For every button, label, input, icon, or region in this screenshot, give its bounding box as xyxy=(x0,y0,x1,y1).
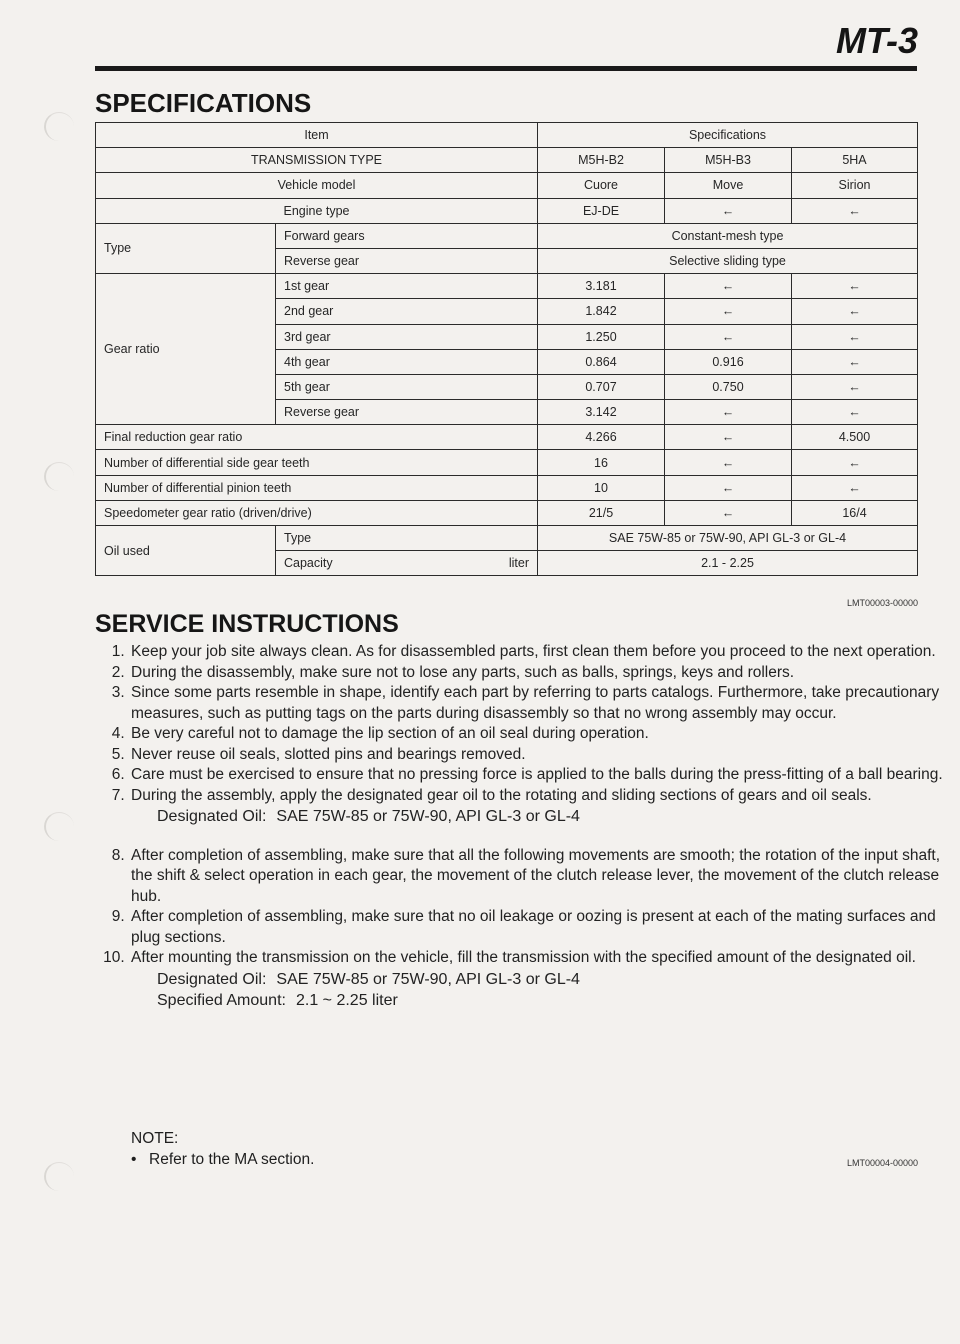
table-row xyxy=(96,198,918,223)
table-header-row xyxy=(96,123,918,148)
row-label: 5th gear xyxy=(276,374,538,399)
designated-oil xyxy=(157,970,957,991)
service-steps xyxy=(95,642,957,1012)
specified-amount-value: 2.1 ~ 2.25 liter xyxy=(295,992,398,1009)
table-row xyxy=(96,526,918,551)
cell: M5H-B2 xyxy=(538,148,665,173)
cell: Selective sliding type xyxy=(538,248,918,273)
table-row xyxy=(96,223,918,248)
cell: ← xyxy=(665,198,792,223)
note-item xyxy=(131,1149,314,1170)
row-label xyxy=(276,551,538,576)
row-label: TRANSMISSION TYPE xyxy=(96,148,538,173)
row-label: Reverse gear xyxy=(276,400,538,425)
row-label: Number of differential side gear teeth xyxy=(96,450,538,475)
cell: EJ-DE xyxy=(538,198,665,223)
list-item: 9. After completion of assembling, make sure that no oil leakage or oozing is present at each of the mating surfaces and plug sections. xyxy=(129,907,957,948)
row-label: 2nd gear xyxy=(276,299,538,324)
table-row xyxy=(96,148,918,173)
cell: 16 xyxy=(538,450,665,475)
designated-oil-value: SAE 75W-85 or 75W-90, API GL-3 or GL-4 xyxy=(276,808,580,825)
cell: 21/5 xyxy=(538,500,665,525)
row-label: Number of differential pinion teeth xyxy=(96,475,538,500)
header-specifications: Specifications xyxy=(538,123,918,148)
specifications-title: SPECIFICATIONS xyxy=(95,88,312,118)
cell: 0.750 xyxy=(665,374,792,399)
specifications-table xyxy=(95,122,918,576)
cell: ← xyxy=(792,400,918,425)
cell: ← xyxy=(665,299,792,324)
page-number: MT-3 xyxy=(835,20,918,61)
cell: ← xyxy=(792,374,918,399)
list-item: 2. During the disassembly, make sure not to lose any parts, such as balls, springs, keys and rollers. xyxy=(129,663,957,684)
cell: 10 xyxy=(538,475,665,500)
cell: ← xyxy=(792,450,918,475)
cell: 0.707 xyxy=(538,374,665,399)
list-item: 3. Since some parts resemble in shape, identify each part by referring to parts catalogs. Furthermore, take precautionary measures, such as putting tags on the parts during disassembly so that no wrong assembly may occur. xyxy=(129,683,957,724)
binder-hole xyxy=(44,1162,74,1191)
binder-hole xyxy=(44,112,74,141)
cell: Sirion xyxy=(792,173,918,198)
row-label: Vehicle model xyxy=(96,173,538,198)
cell: ← xyxy=(665,425,792,450)
service-instructions-title: SERVICE INSTRUCTIONS xyxy=(95,610,399,638)
figure-code: LMT00003-00000 xyxy=(846,598,918,608)
capacity-label: Capacity xyxy=(284,556,333,571)
cell: Move xyxy=(665,173,792,198)
designated-oil xyxy=(157,807,957,828)
cell: ← xyxy=(665,324,792,349)
table-row xyxy=(96,274,918,299)
cell: ← xyxy=(792,299,918,324)
designated-oil-value: SAE 75W-85 or 75W-90, API GL-3 or GL-4 xyxy=(276,970,580,988)
cell: Constant-mesh type xyxy=(538,223,918,248)
table-row xyxy=(96,450,918,475)
cell: ← xyxy=(665,450,792,475)
binder-hole xyxy=(44,462,74,491)
cell: 3.181 xyxy=(538,274,665,299)
list-item: 4. Be very careful not to damage the lip section of an oil seal during operation. xyxy=(129,724,957,745)
cell: ← xyxy=(792,274,918,299)
designated-oil-label: Designated Oil: xyxy=(157,970,267,988)
row-label: Speedometer gear ratio (driven/drive) xyxy=(96,500,538,525)
note-title: NOTE: xyxy=(131,1130,179,1147)
note-text: Refer to the MA section. xyxy=(149,1151,315,1168)
cell: ← xyxy=(665,274,792,299)
cell: 2.1 - 2.25 xyxy=(538,551,918,576)
cell: 5HA xyxy=(792,148,918,173)
list-item: 1. Keep your job site always clean. As for disassembled parts, first clean them before you proceed to the next operation. xyxy=(129,642,957,663)
note xyxy=(131,1128,314,1170)
step-text: After mounting the transmission on the vehicle, fill the transmission with the specified amount of the designated oil. xyxy=(131,949,916,966)
row-label: 4th gear xyxy=(276,349,538,374)
binder-hole xyxy=(44,812,74,841)
row-label: 3rd gear xyxy=(276,324,538,349)
specified-amount xyxy=(157,991,957,1012)
cell: 4.266 xyxy=(538,425,665,450)
cell: M5H-B3 xyxy=(665,148,792,173)
cell: 3.142 xyxy=(538,400,665,425)
table-row xyxy=(96,425,918,450)
cell: ← xyxy=(792,198,918,223)
list-item xyxy=(129,786,957,828)
header-rule xyxy=(95,66,917,71)
cell: 0.864 xyxy=(538,349,665,374)
cell: ← xyxy=(665,400,792,425)
list-item: 5. Never reuse oil seals, slotted pins and bearings removed. xyxy=(129,745,957,766)
list-item xyxy=(129,948,957,1012)
row-label: Reverse gear xyxy=(276,248,538,273)
row-label: Engine type xyxy=(96,198,538,223)
table-row xyxy=(96,173,918,198)
table-row xyxy=(96,500,918,525)
list-item: 8. After completion of assembling, make sure that all the following movements are smooth; the rotation of the input shaft, the shift & select operation in each gear, the movement of the clutch release lever, the movement of the clutch release hub. xyxy=(129,846,957,908)
group-label-oil-used: Oil used xyxy=(96,526,276,576)
bullet-icon: • xyxy=(131,1151,137,1168)
group-label-gear-ratio: Gear ratio xyxy=(96,274,276,425)
specified-amount-label: Specified Amount: xyxy=(157,992,286,1009)
designated-oil-label: Designated Oil: xyxy=(157,808,267,825)
row-label: Final reduction gear ratio xyxy=(96,425,538,450)
header-item: Item xyxy=(96,123,538,148)
cell: 4.500 xyxy=(792,425,918,450)
list-item: 6. Care must be exercised to ensure that no pressing force is applied to the balls during the press-fitting of a ball bearing. xyxy=(129,765,957,786)
table-row xyxy=(96,475,918,500)
figure-code: LMT00004-00000 xyxy=(846,1158,918,1168)
row-label: Forward gears xyxy=(276,223,538,248)
row-label: Type xyxy=(276,526,538,551)
cell: 1.842 xyxy=(538,299,665,324)
cell: 1.250 xyxy=(538,324,665,349)
cell: ← xyxy=(792,475,918,500)
capacity-unit: liter xyxy=(508,556,529,571)
cell: ← xyxy=(792,324,918,349)
cell: 16/4 xyxy=(792,500,918,525)
cell: Cuore xyxy=(538,173,665,198)
cell: ← xyxy=(792,349,918,374)
cell: ← xyxy=(665,475,792,500)
step-text: During the assembly, apply the designated gear oil to the rotating and sliding sections of gears and oil seals. xyxy=(131,786,872,804)
cell: SAE 75W-85 or 75W-90, API GL-3 or GL-4 xyxy=(538,526,918,551)
cell: ← xyxy=(665,500,792,525)
group-label-type: Type xyxy=(96,223,276,273)
row-label: 1st gear xyxy=(276,274,538,299)
cell: 0.916 xyxy=(665,349,792,374)
